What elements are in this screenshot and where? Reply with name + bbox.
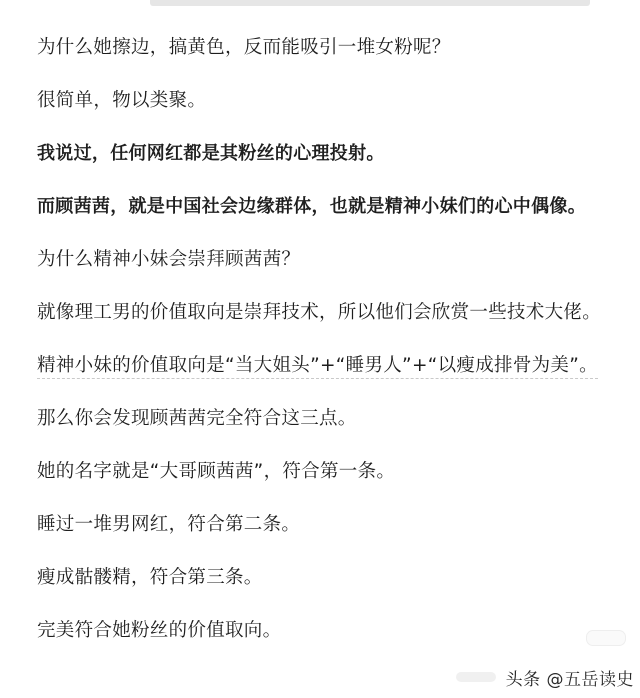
paragraph <box>37 507 632 560</box>
paragraph-text: 她的名字就是“大哥顾茜茜”，符合第一条。 <box>37 461 396 482</box>
paragraph <box>37 613 632 666</box>
paragraph-text: 为什么精神小妹会崇拜顾茜茜？ <box>37 249 301 270</box>
faint-badge <box>586 630 626 646</box>
paragraph-bold <box>37 189 632 242</box>
faint-mark <box>456 672 496 682</box>
paragraph-text: 我说过，任何网红都是其粉丝的心理投射。 <box>37 143 385 164</box>
paragraph <box>37 348 632 401</box>
article-body <box>37 30 632 666</box>
paragraph-text: 很简单，物以类聚。 <box>37 90 207 111</box>
paragraph <box>37 560 632 613</box>
paragraph <box>37 242 632 295</box>
paragraph <box>37 295 632 348</box>
paragraph-text: 那么你会发现顾茜茜完全符合这三点。 <box>37 408 357 429</box>
paragraph <box>37 83 632 136</box>
paragraph-bold <box>37 136 632 189</box>
paragraph-text: 为什么她擦边，搞黄色，反而能吸引一堆女粉呢？ <box>37 37 451 58</box>
paragraph-text: 睡过一堆男网红，符合第二条。 <box>37 514 301 535</box>
paragraph <box>37 454 632 507</box>
paragraph <box>37 30 632 83</box>
paragraph-text: 而顾茜茜，就是中国社会边缘群体，也就是精神小妹们的心中偶像。 <box>37 196 586 217</box>
paragraph-text: 精神小妹的价值取向是“当大姐头”+“睡男人”+“以瘦成排骨为美”。 <box>37 355 598 379</box>
top-image-edge <box>150 0 590 6</box>
paragraph-text: 瘦成骷髅精，符合第三条。 <box>37 567 263 588</box>
source-watermark <box>506 665 634 690</box>
paragraph-text: 就像理工男的价值取向是崇拜技术，所以他们会欣赏一些技术大佬。 <box>37 302 602 323</box>
paragraph-text: 完美符合她粉丝的价值取向。 <box>37 620 282 641</box>
watermark-text: 头条 @五岳读史 <box>505 670 634 690</box>
paragraph <box>37 401 632 454</box>
